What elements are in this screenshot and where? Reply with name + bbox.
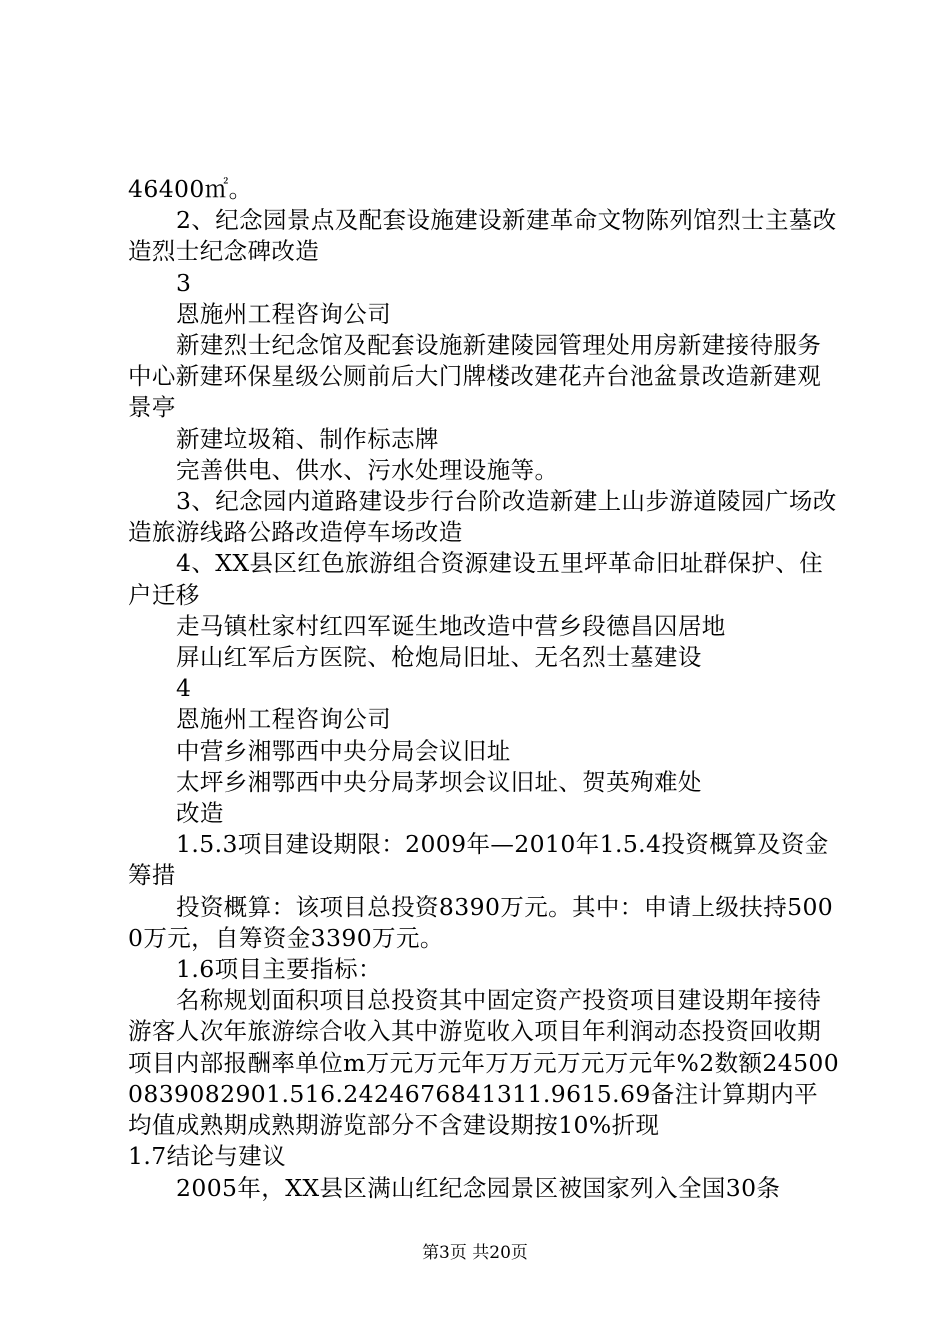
document-body: [128, 174, 840, 1204]
paragraph: 完善供电、供水、污水处理设施等。: [176, 455, 559, 484]
paragraph: 2005年，XX县区满山红纪念园景区被国家列入全国30条: [176, 1173, 781, 1202]
paragraph: 走马镇杜家村红四军诞生地改造中营乡段德昌囚居地: [176, 611, 726, 640]
paragraph: 新建垃圾箱、制作标志牌: [176, 424, 439, 453]
page-marker: 4: [176, 674, 192, 703]
paragraph: 2、纪念园景点及配套设施建设新建革命文物陈列馆烈士主墓改造烈士纪念碑改造: [128, 206, 837, 266]
paragraph: 中营乡湘鄂西中央分局会议旧址: [176, 736, 511, 765]
paragraph: 屏山红军后方医院、枪炮局旧址、无名烈士墓建设: [176, 643, 702, 672]
paragraph: 太坪乡湘鄂西中央分局茅坝会议旧址、贺英殉难处: [176, 767, 702, 796]
company-header: 恩施州工程咨询公司: [176, 299, 392, 328]
company-header: 恩施州工程咨询公司: [176, 705, 392, 734]
page-marker: 3: [176, 268, 192, 297]
section-heading: 1.7结论与建议: [128, 1142, 287, 1171]
paragraph: 3、纪念园内道路建设步行台阶改造新建上山步游道陵园广场改造旅游线路公路改造停车场改造: [128, 487, 837, 547]
paragraph: 投资概算：该项目总投资8390万元。其中：申请上级扶持5000万元，自筹资金3390万元。: [128, 892, 834, 952]
paragraph: 改造: [176, 799, 224, 828]
section-heading: 1.6项目主要指标：: [176, 955, 382, 984]
paragraph: 名称规划面积项目总投资其中固定资产投资项目建设期年接待游客人次年旅游综合收入其中游览收入项目年利润动态投资回收期项目内部报酬率单位m万元万元年万万元万元万元年%2数额245000839082901.516.2424676841311.9615.69备注计算期内平均值成熟期成熟期游览部分不含建设期按10%折现: [128, 986, 840, 1140]
paragraph: 新建烈士纪念馆及配套设施新建陵园管理处用房新建接待服务中心新建环保星级公厕前后大门牌楼改建花卉台池盆景改造新建观景亭: [128, 331, 822, 422]
page-footer: 第3页 共20页: [422, 1243, 528, 1263]
paragraph: 1.5.3项目建设期限：2009年—2010年1.5.4投资概算及资金筹措: [128, 830, 829, 890]
paragraph: 4、XX县区红色旅游组合资源建设五里坪革命旧址群保护、住户迁移: [128, 549, 824, 609]
paragraph: 46400㎡。: [128, 175, 253, 203]
